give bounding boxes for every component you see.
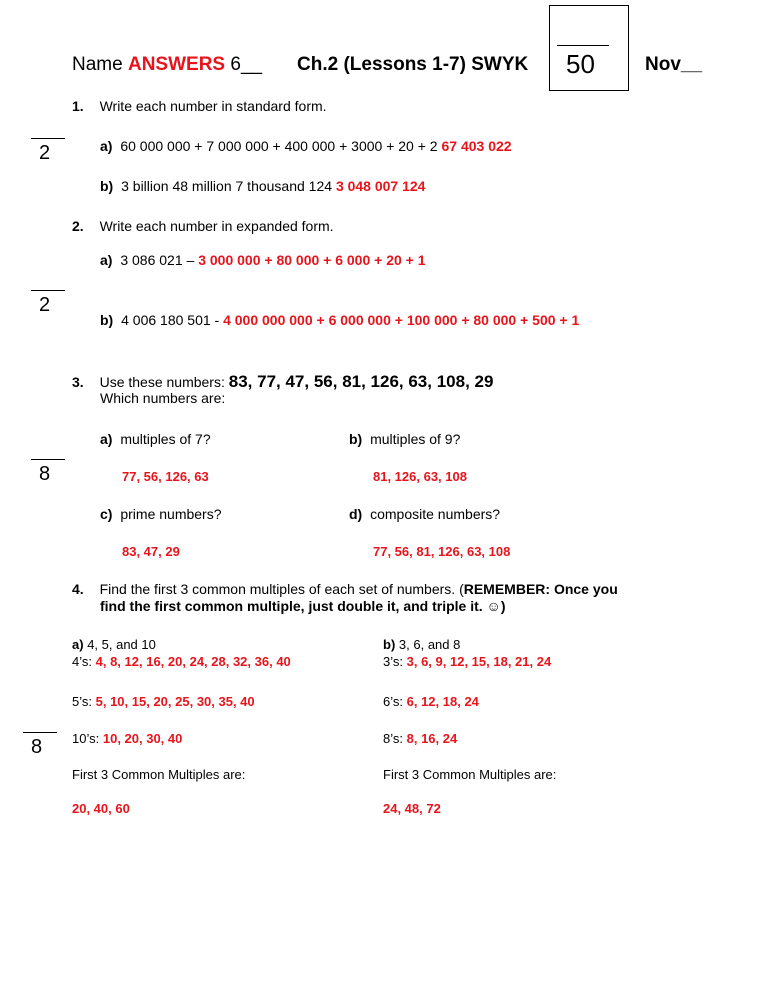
q3c-answer: 83, 47, 29 [122, 544, 180, 559]
q1b-answer: 3 048 007 124 [335, 178, 426, 194]
q3-number: 3. [72, 374, 84, 390]
q2a-text: 3 086 021 – [120, 252, 195, 268]
q4-number: 4. [72, 581, 84, 597]
q1-prompt: Write each number in standard form. [99, 98, 327, 114]
score-line-2 [31, 290, 65, 291]
q3c-text: prime numbers? [120, 506, 222, 522]
q4-header-line1 [72, 581, 618, 597]
grade-text: 6__ [230, 54, 263, 75]
q2a [100, 252, 426, 268]
score-line-4 [23, 732, 57, 733]
q1a [100, 138, 512, 154]
header-name [72, 54, 262, 76]
q3a-label: a) [100, 431, 113, 447]
worksheet-title: Ch.2 (Lessons 1-7) SWYK [297, 54, 529, 75]
q4b-row3-label: 8’s: [383, 731, 403, 746]
score-line-3 [31, 459, 65, 460]
q4a-label: a) [72, 637, 84, 652]
q2a-answer: 3 000 000 + 80 000 + 6 000 + 20 + 1 [198, 252, 426, 268]
q4a-row1 [72, 654, 291, 669]
q3b [349, 431, 460, 447]
q3d-answer: 77, 56, 81, 126, 63, 108 [373, 544, 511, 559]
q3c [100, 506, 222, 522]
q1a-text: 60 000 000 + 7 000 000 + 400 000 + 3000 + 20 + 2 [120, 138, 438, 154]
q4b-label: b) [383, 637, 396, 652]
q3d [349, 506, 500, 522]
q4-remember-1: REMEMBER: Once you [463, 581, 618, 597]
date-label: Nov__ [645, 54, 703, 75]
q4a-row3 [72, 731, 182, 746]
name-label: Name [72, 54, 123, 75]
q3c-label: c) [100, 506, 113, 522]
score-2: 2 [39, 294, 51, 316]
q4a-row3-label: 10’s: [72, 731, 100, 746]
q3a-text: multiples of 7? [120, 431, 211, 447]
q4a-common-label: First 3 Common Multiples are: [72, 767, 246, 782]
total-score-line [557, 45, 609, 46]
q4a-row1-values: 4, 8, 12, 16, 20, 24, 28, 32, 36, 40 [95, 654, 291, 669]
q3b-label: b) [349, 431, 363, 447]
score-4: 8 [31, 736, 43, 758]
q2b-answer: 4 000 000 000 + 6 000 000 + 100 000 + 80 000 + 500 + 1 [223, 312, 580, 328]
q3d-text: composite numbers? [370, 506, 501, 522]
score-3: 8 [39, 463, 51, 485]
q4a-row1-label: 4’s: [72, 654, 92, 669]
q4b-row3 [383, 731, 457, 746]
q2-prompt: Write each number in expanded form. [99, 218, 334, 234]
q4-remember-2: find the first common multiple, just double it, and triple it. ☺) [100, 598, 506, 614]
q4b-row3-values: 8, 16, 24 [406, 731, 458, 746]
q4-prompt: Find the first 3 common multiples of each set of numbers. ( [99, 581, 464, 597]
q4a-set-line [72, 637, 156, 652]
q4b-common-label: First 3 Common Multiples are: [383, 767, 557, 782]
q3b-text: multiples of 9? [370, 431, 461, 447]
q4b-common-answer: 24, 48, 72 [383, 801, 441, 816]
q4a-set: 4, 5, and 10 [87, 637, 156, 652]
q4b-set: 3, 6, and 8 [398, 637, 461, 652]
q2-number: 2. [72, 218, 84, 234]
q2b [100, 312, 579, 328]
q3-prompt: Use these numbers: [99, 374, 225, 390]
q4a-row2-label: 5’s: [72, 694, 92, 709]
q3b-answer: 81, 126, 63, 108 [373, 469, 467, 484]
q1a-label: a) [100, 138, 113, 154]
q4b-row1 [383, 654, 551, 669]
q4b-row2-values: 6, 12, 18, 24 [406, 694, 479, 709]
q4b-row1-label: 3’s: [383, 654, 403, 669]
q2b-text: 4 006 180 501 - [121, 312, 220, 328]
total-score: 50 [566, 49, 595, 79]
q4b-set-line [383, 637, 460, 652]
q4b-row2-label: 6’s: [383, 694, 403, 709]
name-answer: ANSWERS [127, 54, 226, 75]
q1b-label: b) [100, 178, 114, 194]
q2-header [72, 218, 334, 234]
q1a-answer: 67 403 022 [441, 138, 512, 154]
q4a-row3-values: 10, 20, 30, 40 [102, 731, 183, 746]
q3-prompt2: Which numbers are: [100, 390, 226, 406]
score-line-1 [31, 138, 65, 139]
score-1: 2 [39, 142, 51, 164]
q3d-label: d) [349, 506, 363, 522]
q3a [100, 431, 211, 447]
q3a-answer: 77, 56, 126, 63 [122, 469, 209, 484]
q4a-row2-values: 5, 10, 15, 20, 25, 30, 35, 40 [95, 694, 255, 709]
q1b [100, 178, 425, 194]
q2a-label: a) [100, 252, 113, 268]
q1-header [72, 98, 327, 114]
q1-number: 1. [72, 98, 84, 114]
q4a-row2 [72, 694, 255, 709]
q3-numbers: 83, 77, 47, 56, 81, 126, 63, 108, 29 [228, 372, 494, 391]
q2b-label: b) [100, 312, 114, 328]
q4b-row2 [383, 694, 479, 709]
q1b-text: 3 billion 48 million 7 thousand 124 [121, 178, 333, 194]
q4b-row1-values: 3, 6, 9, 12, 15, 18, 21, 24 [406, 654, 552, 669]
q3-header [72, 372, 493, 392]
q4a-common-answer: 20, 40, 60 [72, 801, 130, 816]
